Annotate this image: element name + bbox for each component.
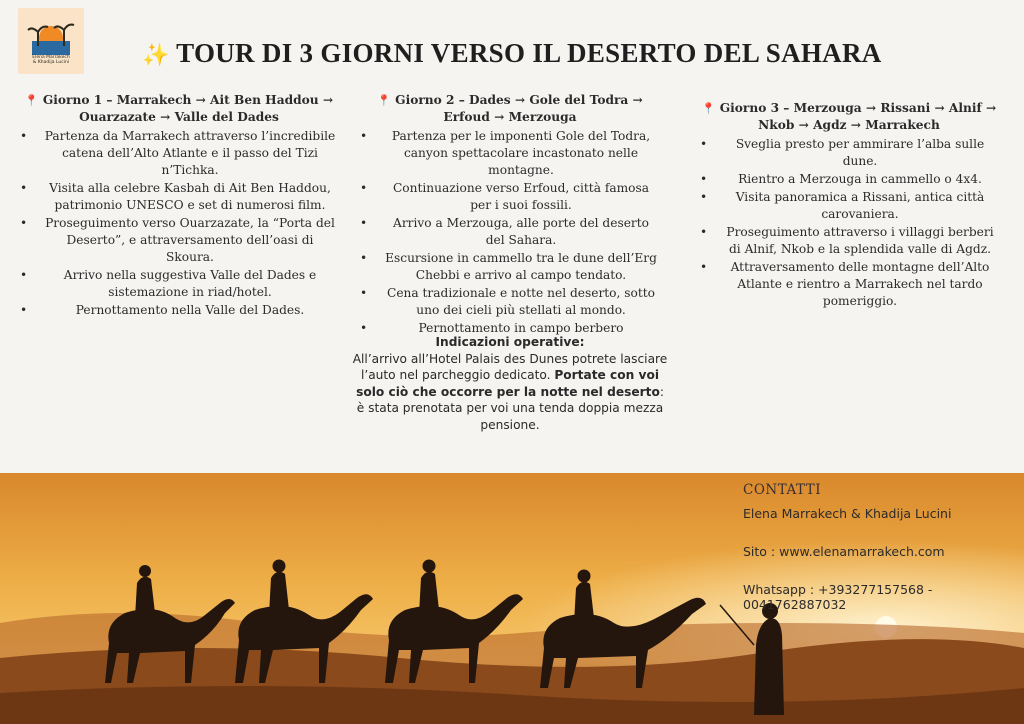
day-3-heading-text: Giorno 3 – Merzouga → Rissani → Alnif → Nkob → Agdz → Marrakech [719,101,997,132]
contacts-title: CONTATTI [743,482,822,498]
list-item: • Partenza da Marrakech attraverso l’incredibile catena dell’Alto Atlante e il passo del Tizi n’Tichka. [42,128,338,179]
list-item: • Pernottamento in campo berbero [382,320,660,337]
day-1-heading [20,92,338,126]
list-item: • Sveglia presto per ammirare l’alba sulle dune. [722,136,998,170]
list-item: • Escursione in cammello tra le dune dell’Erg Chebbi e arrivo al campo tendato. [382,250,660,284]
list-item: • Arrivo nella suggestiva Valle del Dades e sistemazione in riad/hotel. [42,267,338,301]
operational-info-text-2: è stata prenotata per voi una tenda doppia mezza pensione. [356,401,664,432]
day-3-column [700,100,998,311]
sparkles-icon: ✨ [142,42,171,67]
list-item: • Partenza per le imponenti Gole del Todra, canyon spettacolare incastonato nelle montagne. [382,128,660,179]
day-2-column [360,92,660,338]
list-item: • Proseguimento attraverso i villaggi berberi di Alnif, Nkob e la splendida valle di Agdz. [722,224,998,258]
list-item: • Pernottamento nella Valle del Dades. [42,302,338,319]
day-2-heading [360,92,660,126]
list-item: • Visita panoramica a Rissani, antica città carovaniera. [722,189,998,223]
logo-text-line1: Elena Marrakech [32,55,70,60]
page-title [0,38,1024,69]
desert-banner [0,473,1024,724]
pin-icon: 📍 [377,94,391,107]
day-1-list [20,128,338,319]
contacts-names: Elena Marrakech & Khadija Lucini [743,506,952,521]
day-2-heading-text: Giorno 2 – Dades → Gole del Todra → Erfoud → Merzouga [395,93,643,124]
pin-icon: 📍 [24,94,39,107]
list-item: • Attraversamento delle montagne dell’Alto Atlante e rientro a Marrakech nel tardo pomeriggio. [722,259,998,310]
list-item: • Cena tradizionale e notte nel deserto, sotto uno dei cieli più stellati al mondo. [382,285,660,319]
list-item: • Rientro a Merzouga in cammello o 4x4. [722,171,998,188]
contacts-website[interactable]: Sito : www.elenamarrakech.com [743,544,945,559]
page-title-text: TOUR DI 3 GIORNI VERSO IL DESERTO DEL SAHARA [176,38,882,68]
day-1-heading-text: Giorno 1 – Marrakech → Ait Ben Haddou → Ouarzazate → Valle del Dades [42,93,334,124]
contacts-whatsapp[interactable]: Whatsapp : +393277157568 - 0041762887032 [743,582,933,612]
operational-info-text: All’arrivo all’Hotel Palais des Dunes potrete lasciare l’auto nel parcheggio dedicato. [352,351,668,382]
pin-icon: 📍 [701,102,716,115]
contacts-panel [743,482,1024,635]
logo-text-line2: & Khadija Lucini [32,60,70,65]
day-1-column [20,92,338,320]
list-item: • Continuazione verso Erfoud, città famosa per i suoi fossili. [382,180,660,214]
operational-info-bold: Portate con voi solo ciò che occorre per la notte nel deserto [356,368,660,399]
list-item: • Visita alla celebre Kasbah di Ait Ben Haddou, patrimonio UNESCO e set di numerosi film. [42,180,338,214]
day-2-list [360,128,660,337]
day-3-heading [700,100,998,134]
operational-info-colon: : [659,384,664,399]
list-item: • Proseguimento verso Ouarzazate, la “Porta del Deserto”, e attraversamento dell’oasi di Skoura. [42,215,338,266]
day-3-list [700,136,998,310]
list-item: • Arrivo a Merzouga, alle porte del deserto del Sahara. [382,215,660,249]
operational-info-heading: Indicazioni operative: [435,335,585,349]
operational-info [345,334,675,433]
